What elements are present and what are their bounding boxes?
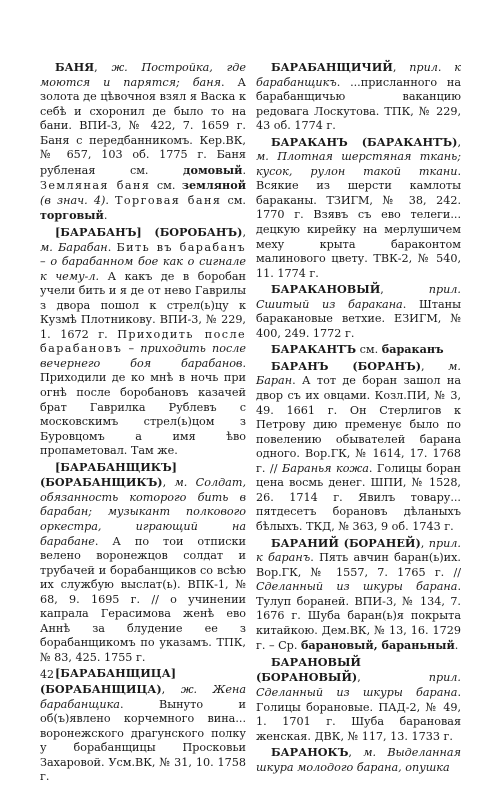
italic-run: ж. Постройка, где моются и парятся; баня — [40, 61, 246, 89]
text-run: см. — [150, 179, 182, 193]
text-run: . Тулуп бораней. ВПИ-3, № 134, 7. 1676 г. Шуба баран(ь)я покрыта китайкою. Дем.ВК, № 13, 16. 1729 г. – Ср. — [256, 580, 461, 653]
italic-run: Сделанный из шкуры барана — [256, 580, 458, 594]
text-run: . Пять авчин баран(ь)их. Вор.ГК, № 1557, 7. 1765 г. // — [256, 551, 461, 579]
text-run: . ...присланного на барабанщичью ваканцию редовага Лоскутова. ТПК, № 229, 43 об. 1774 г. — [256, 75, 461, 133]
text-run: – — [122, 342, 141, 356]
text-run: . Всякие из шерсти камлоты бараканы. ТЗИГМ, № 38, 242. 1770 г. Взявъ съ ево телеги... децкую кирейку на мерлушичем меху крыта бараконтом малинового цвету. ТВК-2, № 540, 11. 1774 г. — [256, 164, 461, 280]
bold-run: бараканъ — [381, 342, 444, 357]
italic-run: прил. к баранъ — [256, 536, 461, 565]
italic-run: Баранья кожа — [281, 461, 369, 475]
text-run: . А золота де цѣвочноя взял я Васка к себѣ и схоронил де было то на бани. ВПИ-3, № 422, 7. 1659 г. Баня с передбанникомъ. Кер.ВК, № 657, 103 об. 1775 г. Баня рубленая см. — [40, 75, 246, 177]
dictionary-entry — [40, 460, 246, 666]
dictionary-entry — [256, 745, 461, 775]
spaced-run: Бить въ барабанъ — [116, 240, 246, 254]
italic-run: прил. к барабанщикъ — [256, 61, 461, 89]
headword: [БАРАБАНЩИЦА] (БОРАБАНЩИЦА) — [40, 666, 176, 696]
text-run: , — [94, 61, 112, 74]
text-run: . — [242, 163, 246, 177]
dictionary-entry — [256, 60, 461, 134]
italic-run: приходить после вечернего боя барабанов — [40, 342, 246, 370]
italic-run: м. Солдат, обязанность которого бить в барабан; музыкант полкового оркестра, играющий на барабане — [40, 476, 246, 548]
text-run: – — [40, 255, 51, 269]
italic-run: м. Баран — [256, 359, 461, 388]
text-run: , — [420, 536, 429, 550]
text-run: , — [242, 226, 246, 240]
text-run: , — [357, 671, 429, 685]
headword: [БАРАБАНЪ] (БОРОБАНЪ) — [55, 225, 243, 240]
italic-run: м. Барабан — [40, 240, 108, 254]
spaced-run: Торговая баня — [115, 193, 222, 207]
bold-run: земляной — [181, 178, 246, 193]
dictionary-entry — [256, 359, 461, 535]
headword: БАРАНОКЪ — [271, 745, 349, 760]
text-run: . Вынуто и об(ъ)явлено корчемного вина... воронежского драгунского полку у борабанщицы Просковьи Захаровой. Усм.ВК, № 31, 10. 1758 г. — [40, 697, 246, 784]
headword: БАРАКАНЪ (БАРАКАНТЪ) — [271, 134, 458, 149]
dictionary-entry — [256, 655, 461, 744]
bold-run: домовый — [183, 162, 243, 177]
text-run: , — [162, 476, 175, 490]
text-run: А какъ де в боробан учели бить и я де от нево Гаврилы з двора пошол к стрел(ь)цу к Кузмѣ Плотникову. ВПИ-3, № 229, 1. 1672 г. — [40, 269, 246, 341]
text-run: , — [392, 61, 410, 74]
text-run: . — [103, 209, 108, 223]
headword: БАРАНИЙ (БОРАНЕЙ) — [271, 535, 421, 550]
headword: [БАРАБАНЩИКЪ] (БОРАБАНЩИКЪ) — [40, 459, 177, 490]
text-run: , — [161, 682, 181, 696]
dictionary-entry — [256, 342, 461, 358]
text-run: . — [107, 240, 117, 254]
italic-run: (в знач. 4) — [40, 193, 106, 207]
italic-run: ж. Жена барабанщика — [40, 682, 246, 711]
text-run: . — [454, 639, 459, 653]
italic-run: м. Выделанная шкура молодого барана, опушка — [256, 746, 461, 774]
headword: БАРАКАНОВЫЙ — [271, 282, 381, 297]
italic-run: о барабанном бое как о сигнале к чему-л. — [40, 255, 247, 283]
headword: БАРАКАНТЪ — [271, 342, 357, 357]
bold-run: барановый, бараньный — [300, 638, 455, 653]
text-run: . Приходили де ко мнѣ в ночь при огнѣ после боробановъ казачей брат Гаврилка Рублевъ с московскимъ стрел(ь)цом з Буровцомъ а имя ѣво пропаметовал. Там же. — [40, 356, 246, 458]
text-run: , — [348, 746, 364, 760]
text-run: . А тот де боран зашол на двор съ их овцами. Козл.ПИ, № 3, 49. 1661 г. Он Стерлигов к Петрову дию пременує было по повелению обывателей барана одного. Вор.ГК, № 1614, 17. 1768 г. // — [256, 374, 461, 475]
spaced-run: Земляная баня — [40, 179, 151, 193]
text-run: . Штаны баракановые ветхие. ЕЗИГМ, № 400, 249. 1772 г. — [256, 297, 461, 340]
text-run: . А по тои отписки велено воронежцов солдат и трубачей и борабанщиков со всѣю их службую выслат(ь). ВПК-1, № 68, 9. 1695 г. // о учинении капрала Герасимова женѣ ево Аннѣ за блудение ее з борабанщикомъ по указамъ. ТПК, № 83, 425. 1755 г. — [40, 534, 246, 664]
headword: БАНЯ — [55, 60, 95, 74]
text-run: , — [457, 135, 461, 149]
headword: БАРАНЪ (БОРАНЪ) — [271, 358, 422, 373]
text-run: . — [105, 193, 116, 207]
headword: БАРАБАНЩИЧИЙ — [271, 60, 393, 74]
text-run: см. — [356, 343, 382, 357]
dictionary-entry — [40, 60, 246, 224]
text-run: . Голицы борановые. ПАД-2, № 49, 1. 1701 г. Шуба барановая женская. ДВК, № 117, 13. 1733 г. — [256, 685, 461, 743]
italic-run: м. Плотная шерстяная ткань; кусок, рулон такой ткани — [256, 150, 461, 178]
text-run: , — [380, 283, 429, 297]
right-column — [256, 60, 461, 775]
text-run: , — [421, 359, 449, 373]
spaced-run: Приходить после барабановъ — [40, 327, 246, 356]
dictionary-entry — [256, 536, 461, 654]
headword: БАРАНОВЫЙ (БОРАНОВЫЙ) — [256, 654, 361, 685]
text-run: . Голицы боран цена восмь денег. ШПИ, № 1528, 26. 1714 г. Явилъ товару... пятдесетъ борановъ дѣланыхъ бѣлыхъ. ТКД, № 363, 9 об. 1743 г. — [256, 461, 462, 533]
dictionary-entry — [40, 666, 246, 784]
text-run: см. — [221, 193, 246, 207]
dictionary-entry — [40, 225, 246, 459]
page-number: 42 — [40, 668, 54, 681]
dictionary-entry — [256, 282, 461, 341]
bold-run: торговый — [40, 208, 104, 223]
left-column — [40, 60, 246, 785]
dictionary-entry — [256, 135, 461, 281]
italic-run: прил. Сшитый из баракана — [256, 283, 461, 311]
italic-run: прил. Сделанный из шкуры барана — [256, 671, 461, 699]
